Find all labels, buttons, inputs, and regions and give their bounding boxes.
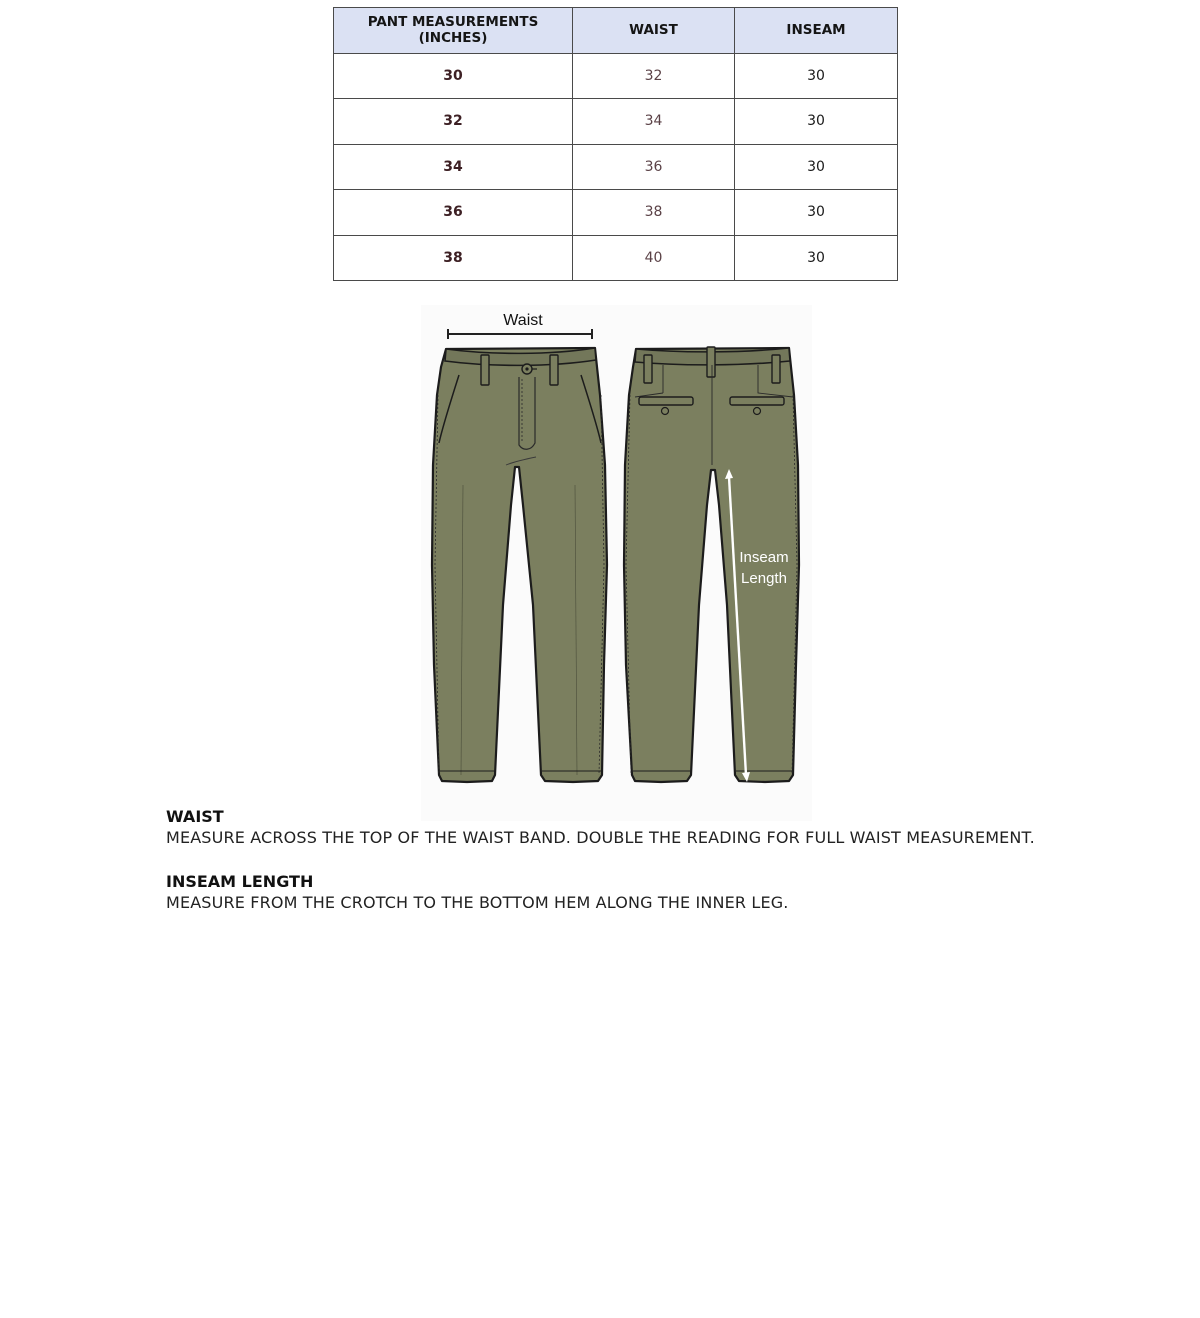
size-cell: 32 <box>334 99 573 145</box>
waist-cell: 40 <box>573 235 735 281</box>
waist-cell: 36 <box>573 144 735 190</box>
inseam-note <box>166 871 1166 914</box>
waist-cell: 34 <box>573 99 735 145</box>
inseam-label-line1: Inseam <box>739 549 789 566</box>
inseam-cell: 30 <box>735 53 898 99</box>
inseam-cell: 30 <box>735 190 898 236</box>
header-waist: WAIST <box>573 8 735 54</box>
table-row <box>334 53 898 99</box>
waist-note-title: WAIST <box>166 807 224 826</box>
size-chart-table <box>333 7 898 281</box>
pants-illustration <box>421 305 812 821</box>
pants-measurement-diagram <box>421 305 812 821</box>
inseam-label-line2: Length <box>741 570 787 587</box>
size-cell: 36 <box>334 190 573 236</box>
table-row <box>334 144 898 190</box>
size-cell: 34 <box>334 144 573 190</box>
inseam-cell: 30 <box>735 144 898 190</box>
size-cell: 38 <box>334 235 573 281</box>
table-row <box>334 99 898 145</box>
table-row <box>334 190 898 236</box>
table-row <box>334 235 898 281</box>
header-pant-measurements: PANT MEASUREMENTS (INCHES) <box>334 8 573 54</box>
inseam-cell: 30 <box>735 99 898 145</box>
inseam-cell: 30 <box>735 235 898 281</box>
pants-front-view <box>432 348 607 782</box>
waist-cell: 38 <box>573 190 735 236</box>
inseam-note-title: INSEAM LENGTH <box>166 872 314 891</box>
measurement-notes <box>166 806 1166 914</box>
size-cell: 30 <box>334 53 573 99</box>
waist-label: Waist <box>503 312 543 329</box>
waist-measure-line <box>448 329 592 339</box>
waist-cell: 32 <box>573 53 735 99</box>
header-inseam: INSEAM <box>735 8 898 54</box>
inseam-note-text: MEASURE FROM THE CROTCH TO THE BOTTOM HEM ALONG THE INNER LEG. <box>166 893 789 912</box>
waist-note <box>166 806 1166 849</box>
table-header-row <box>334 8 898 54</box>
waist-note-text: MEASURE ACROSS THE TOP OF THE WAIST BAND. DOUBLE THE READING FOR FULL WAIST MEASUREMENT. <box>166 828 1035 847</box>
